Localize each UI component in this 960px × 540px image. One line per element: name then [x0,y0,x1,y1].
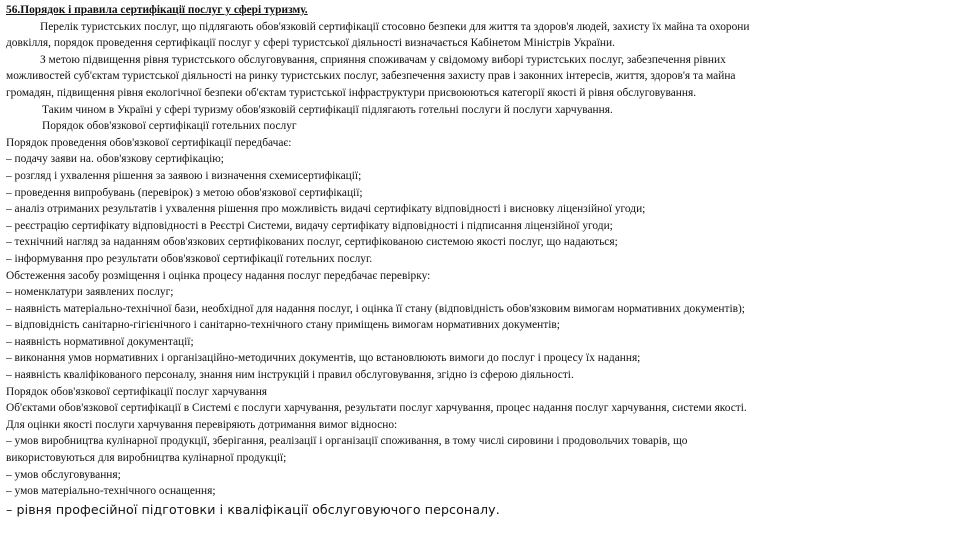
paragraph-line: Перелік туристських послуг, що підлягають обов'язковій сертифікації стосовно безпеки для життя та здоров'я людей, захисту їх майна та охорони [40,20,750,33]
list-item: – реєстрацію сертифікату відповідності в Реєстрі Системи, видачу сертифікату відповідності і підписання ліцензійної угоди; [6,219,613,232]
list-item: – умов обслуговування; [6,468,121,481]
list-item: – номенклатури заявлених послуг; [6,286,174,299]
list-item: – умов матеріально-технічного оснащення; [6,485,216,498]
paragraph-line: можливостей суб'єктам туристської діяльності на ринку туристських послуг, забезпечення захисту прав і законних інтересів, життя, здоров'я та майна [6,70,736,83]
section-heading: Порядок обов'язкової сертифікації готельних послуг [42,120,297,133]
list-item: – подачу заяви на. обов'язкову сертифікацію; [6,153,224,166]
list-item: – відповідність санітарно-гігієнічного і санітарно-технічного стану приміщень вимогам нормативних документів; [6,319,560,332]
list-item: – проведення випробувань (перевірок) з метою обов'язкової сертифікації; [6,186,363,199]
paragraph-line: Таким чином в Україні у сфері туризму обов'язковій сертифікації підлягають готельні послуги й послуги харчування. [42,103,613,116]
document-title: 56.Порядок і правила сертифікації послуг у сфері туризму. [6,4,308,16]
paragraph-line: Об'єктами обов'язкової сертифікації в Системі є послуги харчування, результати послуг харчування, процес надання послуг харчування, системи якості. [6,402,747,415]
list-item: – технічний нагляд за наданням обов'язкових сертифікованих послуг, сертифікованою системою якості послуг, що надаються; [6,236,618,249]
list-item: – розгляд і ухвалення рішення за заявою і визначення схемисертифікації; [6,169,362,182]
list-item: – наявність кваліфікованого персоналу, знання ним інструкцій і правил обслуговування, згідно із сферою діяльності. [6,369,574,382]
paragraph-line: використовуються для виробництва кулінарної продукції; [6,452,287,465]
paragraph-line: громадян, підвищення рівня екологічної безпеки об'єктам туристської інфраструктури присвоюються категорії якості й рівня обслуговування. [6,86,697,99]
list-item: – наявність нормативної документації; [6,335,194,348]
paragraph-line: З метою підвищення рівня туристського обслуговування, сприяння споживачам у свідомому виборі туристських послуг, забезпечення рівних [40,53,726,66]
section-heading: Порядок обов'язкової сертифікації послуг харчування [6,385,268,398]
list-item: – рівня професійної підготовки і кваліфікації обслуговуючого персоналу. [6,501,500,517]
list-item: – інформування про результати обов'язкової сертифікації готельних послуг. [6,252,373,265]
paragraph-line: Обстеження засобу розміщення і оцінка процесу надання послуг передбачає перевірку: [6,269,431,282]
list-item: – аналіз отриманих результатів і ухвалення рішення про можливість видачі сертифікату відповідності і висновку ліцензійної угоди; [6,203,646,216]
paragraph-line: Для оцінки якості послуги харчування перевіряють дотримання вимог відносно: [6,418,398,431]
paragraph-line: довкілля, порядок проведення сертифікації послуг у сфері туристської діяльності визначається Кабінетом Міністрів України. [6,37,615,50]
paragraph-line: Порядок проведення обов'язкової сертифікації передбачає: [6,136,292,149]
list-item: – умов виробництва кулінарної продукції, зберігання, реалізації і організації споживання, в тому числі сировини і продовольчих товарів, що [6,435,688,448]
list-item: – наявність матеріально-технічної бази, необхідної для надання послуг, і оцінка її стану (відповідність обов'язковим вимогам нормативних документів); [6,302,745,315]
list-item: – виконання умов нормативних і організаційно-методичних документів, що встановлюють вимоги до послуг і процесу їх надання; [6,352,641,365]
